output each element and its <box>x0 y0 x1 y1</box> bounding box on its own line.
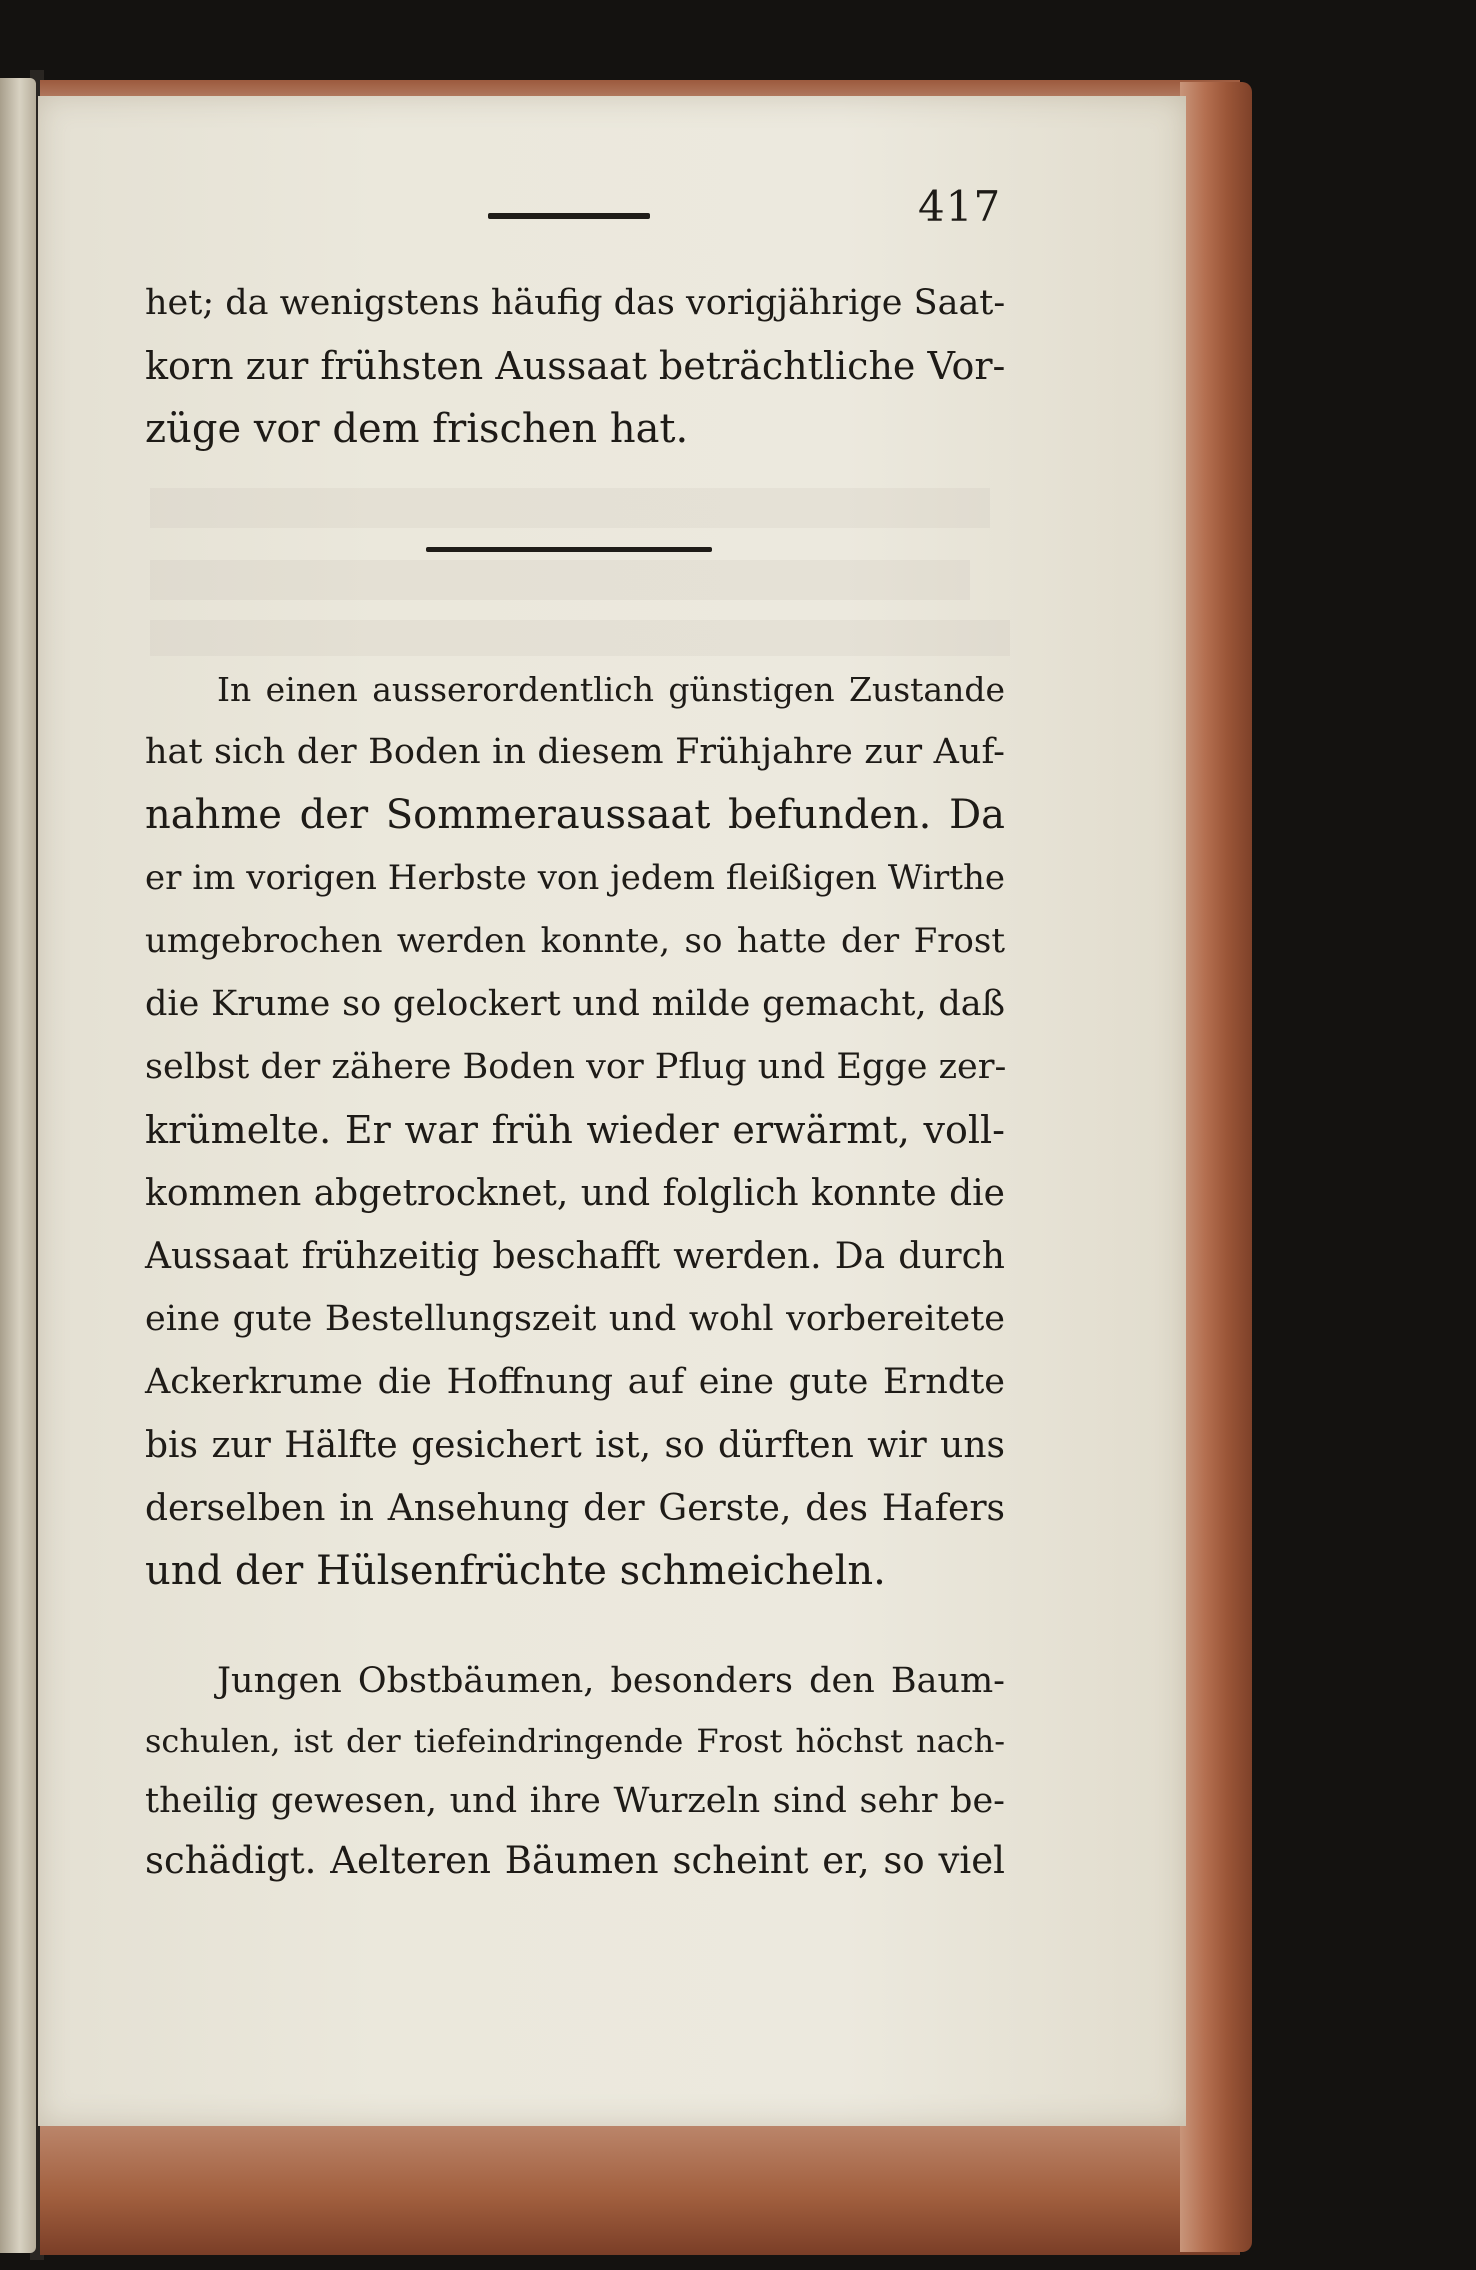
text-line: nahme der Sommeraussaat befunden. Da <box>145 792 1005 838</box>
section-divider <box>426 547 712 552</box>
text-line: het; da wenigstens häufig das vorigjährige Saat- <box>145 283 1006 323</box>
text-line: Aussaat frühzeitig beschafft werden. Da durch <box>145 1236 1005 1277</box>
text-line: Jungen Obstbäumen, besonders den Baum- <box>217 1661 1005 1701</box>
book-bottom-edge <box>40 2105 1240 2255</box>
book-fore-edge <box>1180 82 1252 2252</box>
page-number: 417 <box>918 182 1002 231</box>
text-line: derselben in Ansehung der Gerste, des Hafers <box>145 1488 1005 1529</box>
text-line: züge vor dem frischen hat. <box>145 406 689 452</box>
text-line: theilig gewesen, und ihre Wurzeln sind sehr be- <box>145 1781 1005 1821</box>
text-line: kommen abgetrocknet, und folglich konnte die <box>145 1173 1005 1214</box>
text-line: schädigt. Aelteren Bäumen scheint er, so viel <box>145 1839 1005 1882</box>
text-line: und der Hülsenfrüchte schmeicheln. <box>145 1548 886 1594</box>
text-line: In einen ausserordentlich günstigen Zustande <box>217 670 1005 709</box>
bleed-through-shade <box>150 620 1010 656</box>
text-line: umgebrochen werden konnte, so hatte der Frost <box>145 921 1005 961</box>
bleed-through-shade <box>150 488 990 528</box>
text-line: bis zur Hälfte gesichert ist, so dürften wir uns <box>145 1425 1005 1466</box>
continued-paragraph <box>145 272 1005 461</box>
text-line: die Krume so gelockert und milde gemacht, daß <box>145 984 1005 1024</box>
text-line: schulen, ist der tiefeindringende Frost höchst nach- <box>145 1722 1005 1760</box>
paragraph-fruit-trees <box>145 1651 1005 1891</box>
text-line: hat sich der Boden in diesem Frühjahre zur Auf- <box>145 732 1005 772</box>
paragraph-soil-condition <box>145 658 1005 1603</box>
facing-page-edge <box>0 78 36 2253</box>
text-line: Ackerkrume die Hoffnung auf eine gute Erndte <box>145 1362 1005 1402</box>
bleed-through-shade <box>150 560 970 600</box>
text-line: selbst der zähere Boden vor Pflug und Egge zer- <box>145 1047 1007 1087</box>
header-rule <box>488 213 650 219</box>
text-line: krümelte. Er war früh wieder erwärmt, voll- <box>145 1108 1005 1152</box>
text-line: eine gute Bestellungszeit und wohl vorbereitete <box>145 1299 1005 1339</box>
text-line: korn zur frühsten Aussaat beträchtliche Vor- <box>145 344 1006 388</box>
text-line: er im vorigen Herbste von jedem fleißigen Wirthe <box>145 858 1005 898</box>
